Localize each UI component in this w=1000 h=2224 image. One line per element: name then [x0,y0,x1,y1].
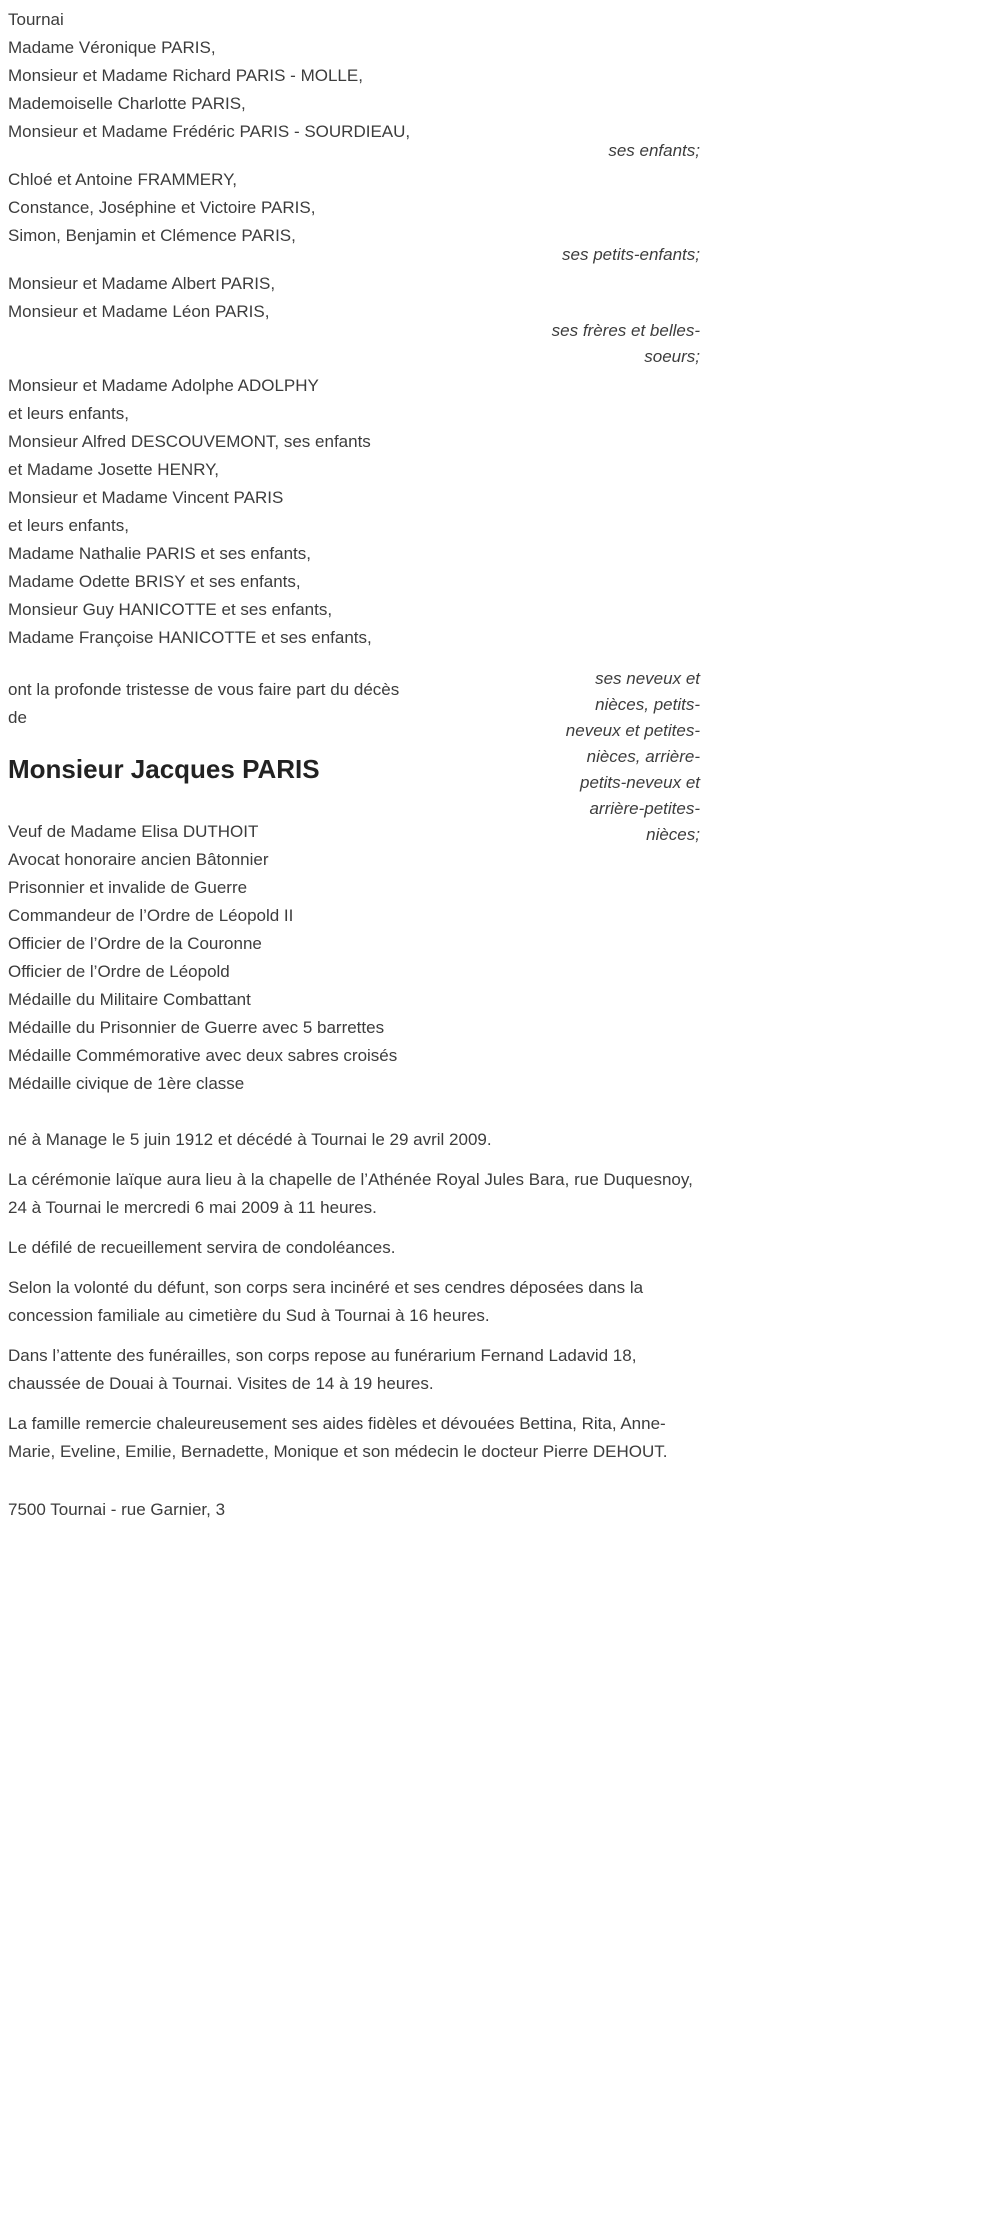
honor-line: Commandeur de l’Ordre de Léopold II [8,906,294,925]
family-line: Monsieur et Madame Richard PARIS - MOLLE, [8,66,363,85]
honor-line: Médaille civique de 1ère classe [8,1074,245,1093]
family-line: Madame Odette BRISY et ses enfants, [8,572,301,591]
relation-label-grandchildren: ses petits-enfants; [562,245,700,264]
nephews-group [8,372,700,652]
family-line: Monsieur et Madame Léon PARIS, [8,302,270,321]
family-line: Monsieur et Madame Frédéric PARIS - SOURDIEAU, [8,122,411,141]
family-line: Mademoiselle Charlotte PARIS, [8,94,246,113]
family-line: Monsieur et Madame Adolphe ADOLPHY [8,376,319,395]
family-line: Constance, Joséphine et Victoire PARIS, [8,198,316,217]
honor-line: Médaille Commémorative avec deux sabres croisés [8,1046,398,1065]
detail-paragraph: né à Manage le 5 juin 1912 et décédé à Tournai le 29 avril 2009. [8,1130,492,1149]
family-line: Madame Françoise HANICOTTE et ses enfants, [8,628,372,647]
detail-paragraph: Dans l’attente des funérailles, son corps repose au funérarium Fernand Ladavid 18, chaussée de Douai à Tournai. Visites de 14 à 19 heures. [8,1346,637,1393]
deceased-name: Monsieur Jacques PARIS [8,754,320,784]
detail-paragraph: La famille remercie chaleureusement ses aides fidèles et dévouées Bettina, Rita, Anne-Marie, Eveline, Emilie, Bernadette, Monique et son médecin le docteur Pierre DEHOUT. [8,1414,668,1461]
announcement-line: de [8,708,27,727]
family-line: Chloé et Antoine FRAMMERY, [8,170,237,189]
family-line: Monsieur et Madame Vincent PARIS [8,488,284,507]
address-footer: 7500 Tournai - rue Garnier, 3 [8,1500,226,1519]
family-line: et Madame Josette HENRY, [8,460,220,479]
honor-line: Officier de l’Ordre de Léopold [8,962,230,981]
relation-label-nephews: ses neveux et nièces, petits-neveux et petites-nièces, arrière-petits-neveux et arrière-petites-nièces; [565,669,700,844]
children-group [8,34,700,164]
honor-line: Médaille du Prisonnier de Guerre avec 5 barrettes [8,1018,385,1037]
family-line: et leurs enfants, [8,516,129,535]
honor-line: Veuf de Madame Elisa DUTHOIT [8,822,259,841]
honor-line: Avocat honoraire ancien Bâtonnier [8,850,269,869]
family-line: Monsieur Alfred DESCOUVEMONT, ses enfants [8,432,371,451]
honors-list [8,818,700,1098]
honor-line: Officier de l’Ordre de la Couronne [8,934,262,953]
family-line: Monsieur Guy HANICOTTE et ses enfants, [8,600,333,619]
death-notice-page [0,0,700,1524]
honor-line: Prisonnier et invalide de Guerre [8,878,248,897]
city-label: Tournai [8,10,64,29]
family-line: Madame Nathalie PARIS et ses enfants, [8,544,312,563]
announcement-line: ont la profonde tristesse de vous faire part du décès [8,680,400,699]
siblings-group [8,270,700,370]
family-line: Monsieur et Madame Albert PARIS, [8,274,276,293]
grandchildren-group [8,166,700,268]
family-line: Madame Véronique PARIS, [8,38,216,57]
detail-paragraph: Le défilé de recueillement servira de condoléances. [8,1238,396,1257]
relation-label-siblings: ses frères et belles-soeurs; [551,321,700,366]
detail-paragraph: La cérémonie laïque aura lieu à la chapelle de l’Athénée Royal Jules Bara, rue Duquesnoy, 24 à Tournai le mercredi 6 mai 2009 à 11 heures. [8,1170,693,1217]
ceremony-details [8,1126,700,1466]
detail-paragraph: Selon la volonté du défunt, son corps sera incinéré et ses cendres déposées dans la concession familiale au cimetière du Sud à Tournai à 16 heures. [8,1278,644,1325]
family-line: et leurs enfants, [8,404,129,423]
honor-line: Médaille du Militaire Combattant [8,990,251,1009]
relation-label-children: ses enfants; [608,141,700,160]
family-line: Simon, Benjamin et Clémence PARIS, [8,226,296,245]
